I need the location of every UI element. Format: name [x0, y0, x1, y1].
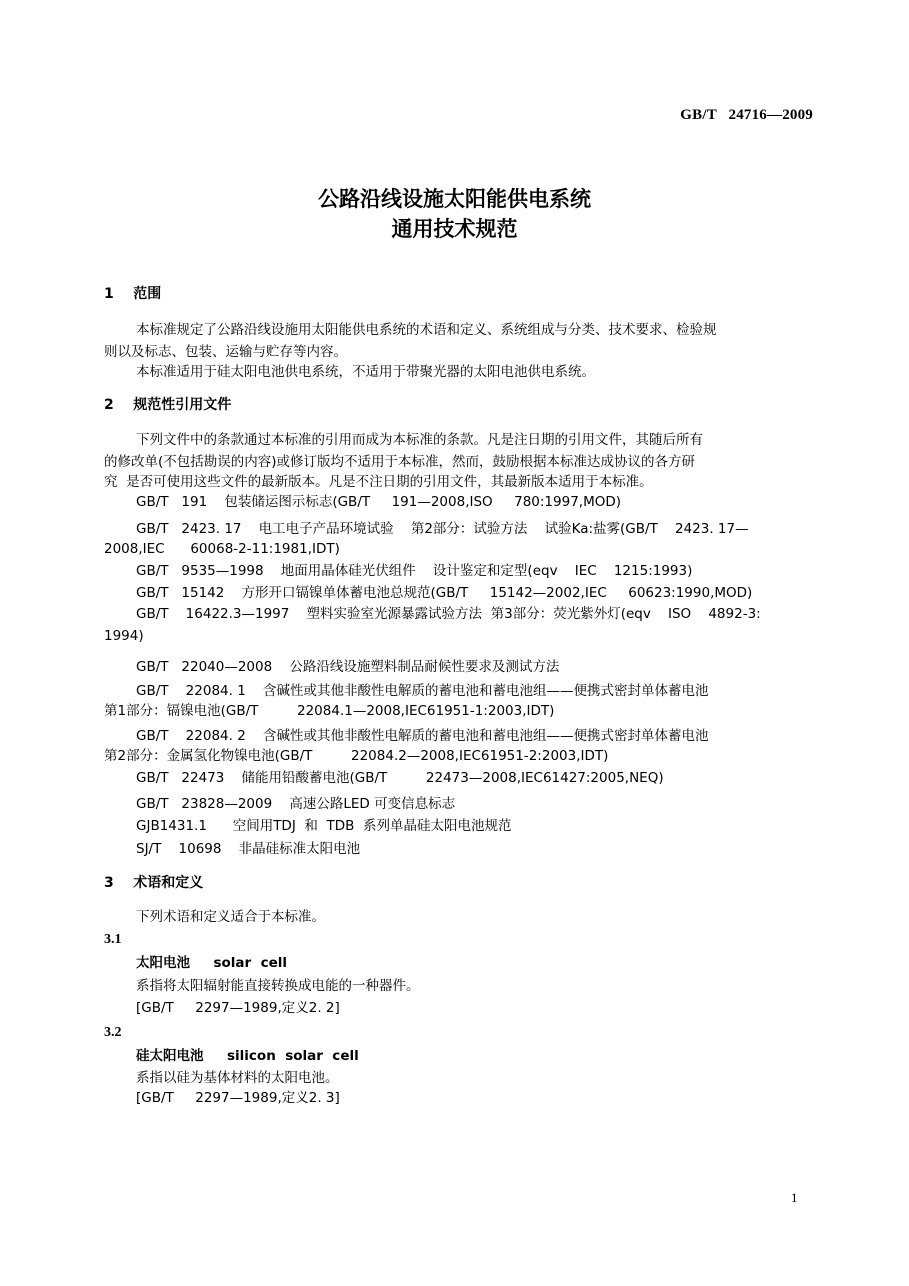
ref-item-continuation: 2008,IEC 60068-2-11:1981,IDT) [104, 541, 340, 557]
term-3-2-definition: 系指以硅为基体材料的太阳电池。 [136, 1070, 339, 1086]
term-3-1-source: [GB/T 2297—1989,定义2. 2] [136, 1000, 340, 1016]
section-2-para-line2: 的修改单(不包括勘误的内容)或修订版均不适用于本标准，然而，鼓励根据本标准达成协议的各方研 [104, 454, 696, 470]
ref-item: SJ/T 10698 非晶硅标准太阳电池 [136, 841, 361, 857]
ref-item-continuation: 第2部分：金属氢化物镍电池(GB/T 22084.2—2008,IEC61951-2:2003,IDT) [104, 748, 609, 764]
ref-item-continuation: 1994) [104, 628, 144, 644]
document-title-line2: 通用技术规范 [391, 217, 518, 241]
ref-item: GJB1431.1 空间用TDJ 和 TDB 系列单晶硅太阳电池规范 [136, 818, 512, 834]
ref-item: GB/T 23828—2009 高速公路LED 可变信息标志 [136, 796, 456, 812]
ref-item: GB/T 15142 方形开口镉镍单体蓄电池总规范(GB/T 15142—2002,IEC 60623:1990,MOD) [136, 585, 753, 601]
term-3-1-definition: 系指将太阳辐射能直接转换成电能的一种器件。 [136, 978, 420, 994]
ref-item: GB/T 22084. 2 含碱性或其他非酸性电解质的蓄电池和蓄电池组——便携式密封单体蓄电池 [136, 728, 709, 744]
section-3-intro: 下列术语和定义适合于本标准。 [136, 909, 325, 925]
section-1-heading: 1 范围 [104, 286, 162, 302]
term-3-2-name: 硅太阳电池 silicon solar cell [136, 1048, 359, 1064]
ref-item: GB/T 22040—2008 公路沿线设施塑料制品耐候性要求及测试方法 [136, 659, 560, 675]
section-2-para-line1: 下列文件中的条款通过本标准的引用而成为本标准的条款。凡是注日期的引用文件，其随后所有 [136, 432, 703, 448]
section-2-para-line3: 究 是否可使用这些文件的最新版本。凡是不注日期的引用文件，其最新版本适用于本标准。 [104, 474, 653, 490]
section-2-heading: 2 规范性引用文件 [104, 397, 232, 413]
section-1-para2: 本标准适用于硅太阳电池供电系统，不适用于带聚光器的太阳电池供电系统。 [136, 364, 595, 380]
section-1-para1-line2: 则以及标志、包装、运输与贮存等内容。 [104, 344, 347, 360]
ref-item: GB/T 16422.3—1997 塑料实验室光源暴露试验方法 第3部分：荧光紫外灯(eqv ISO 4892-3: [136, 606, 761, 622]
ref-item-continuation: 第1部分：镉镍电池(GB/T 22084.1—2008,IEC61951-1:2003,IDT) [104, 703, 555, 719]
ref-item: GB/T 22084. 1 含碱性或其他非酸性电解质的蓄电池和蓄电池组——便携式密封单体蓄电池 [136, 683, 709, 699]
section-1-para1-line1: 本标准规定了公路沿线设施用太阳能供电系统的术语和定义、系统组成与分类、技术要求、检验规 [136, 322, 717, 338]
term-3-2-source: [GB/T 2297—1989,定义2. 3] [136, 1090, 340, 1106]
section-3-heading: 3 术语和定义 [104, 875, 204, 891]
standard-code-header: GB/T 24716—2009 [680, 107, 813, 123]
ref-item: GB/T 9535—1998 地面用晶体硅光伏组件 设计鉴定和定型(eqv IEC 1215:1993) [136, 563, 693, 579]
term-3-2-number: 3.2 [104, 1025, 122, 1040]
page-number: 1 [791, 1190, 798, 1205]
ref-item: GB/T 2423. 17 电工电子产品环境试验 第2部分：试验方法 试验Ka:盐雾(GB/T 2423. 17— [136, 521, 749, 537]
ref-item: GB/T 191 包装储运图示标志(GB/T 191—2008,ISO 780:1997,MOD) [136, 494, 622, 510]
ref-item: GB/T 22473 储能用铅酸蓄电池(GB/T 22473—2008,IEC61427:2005,NEQ) [136, 770, 664, 786]
term-3-1-name: 太阳电池 solar cell [136, 955, 288, 971]
term-3-1-number: 3.1 [104, 932, 122, 947]
document-title-line1: 公路沿线设施太阳能供电系统 [318, 187, 591, 211]
